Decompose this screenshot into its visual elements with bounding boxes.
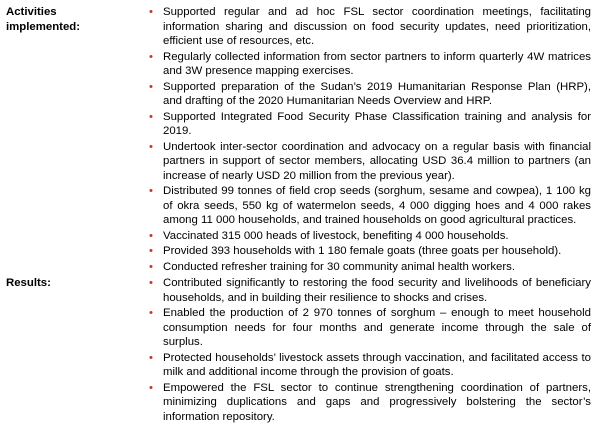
results-item-text: Contributed significantly to restoring the food security and livelihoods of beneficiary households, and in building their resilience to shocks and crises. (163, 277, 591, 304)
activities-item (149, 260, 591, 275)
activities-item-text: Supported Integrated Food Security Phase Classification training and analysis for 2019. (163, 111, 591, 138)
bullet-dot-icon: • (149, 260, 153, 275)
activities-item (149, 244, 591, 259)
activities-item-text: Supported preparation of the Sudan’s 2019 Humanitarian Response Plan (HRP), and drafting of the 2020 Humanitarian Needs Overview and HRP. (163, 81, 591, 108)
bullet-dot-icon: • (149, 5, 153, 20)
activities-item (149, 110, 591, 139)
activities-item (149, 80, 591, 109)
results-item-text: Empowered the FSL sector to continue strengthening coordination of partners, minimizing duplications and gaps and progressively bolstering the sector’s information repository. (163, 382, 591, 423)
activities-item-text: Regularly collected information from sector partners to inform quarterly 4W matrices and 3W presence mapping exercises. (163, 51, 591, 78)
bullet-dot-icon: • (149, 80, 153, 95)
activities-item (149, 184, 591, 228)
activities-item-text: Undertook inter-sector coordination and advocacy on a regular basis with financial partners in support of sector members, allocating USD 36.4 million to partners (an increase of nearly USD 20 million from the previous year). (163, 141, 591, 182)
activities-item-text: Provided 393 households with 1 180 female goats (three goats per household). (163, 245, 561, 257)
bullet-dot-icon: • (149, 276, 153, 291)
results-item (149, 306, 591, 350)
activities-item-text: Vaccinated 315 000 heads of livestock, benefiting 4 000 households. (163, 230, 509, 242)
results-item-text: Enabled the production of 2 970 tonnes of sorghum – enough to meet household consumption needs for four months and generate income through the sale of surplus. (163, 307, 591, 348)
activities-label: Activities implemented: (6, 5, 116, 34)
results-item-text: Protected households’ livestock assets through vaccination, and facilitated access to milk and additional income through the provision of goats. (163, 352, 591, 379)
results-item (149, 276, 591, 305)
bullet-dot-icon: • (149, 110, 153, 125)
results-list (149, 276, 591, 424)
activities-item (149, 140, 591, 184)
bullet-dot-icon: • (149, 244, 153, 259)
bullet-dot-icon: • (149, 381, 153, 396)
activities-list (149, 5, 591, 274)
results-item (149, 351, 591, 380)
bullet-dot-icon: • (149, 140, 153, 155)
bullet-dot-icon: • (149, 50, 153, 65)
bullet-dot-icon: • (149, 229, 153, 244)
activities-item-text: Supported regular and ad hoc FSL sector coordination meetings, facilitating information sharing and discussion on food security updates, need prioritization, efficient use of resources, etc. (163, 6, 591, 47)
activities-item (149, 5, 591, 49)
results-item (149, 381, 591, 424)
bullet-dot-icon: • (149, 351, 153, 366)
results-label: Results: (6, 276, 51, 291)
bullet-dot-icon: • (149, 306, 153, 321)
activities-item (149, 50, 591, 79)
bullet-dot-icon: • (149, 184, 153, 199)
activities-item-text: Conducted refresher training for 30 community animal health workers. (163, 261, 515, 273)
activities-item (149, 229, 591, 244)
activities-item-text: Distributed 99 tonnes of field crop seeds (sorghum, sesame and cowpea), 1 100 kg of okra seeds, 550 kg of watermelon seeds, 4 000 digging hoes and 4 000 rakes among 11 000 households, and trained households on good agricultural practices. (163, 185, 591, 226)
